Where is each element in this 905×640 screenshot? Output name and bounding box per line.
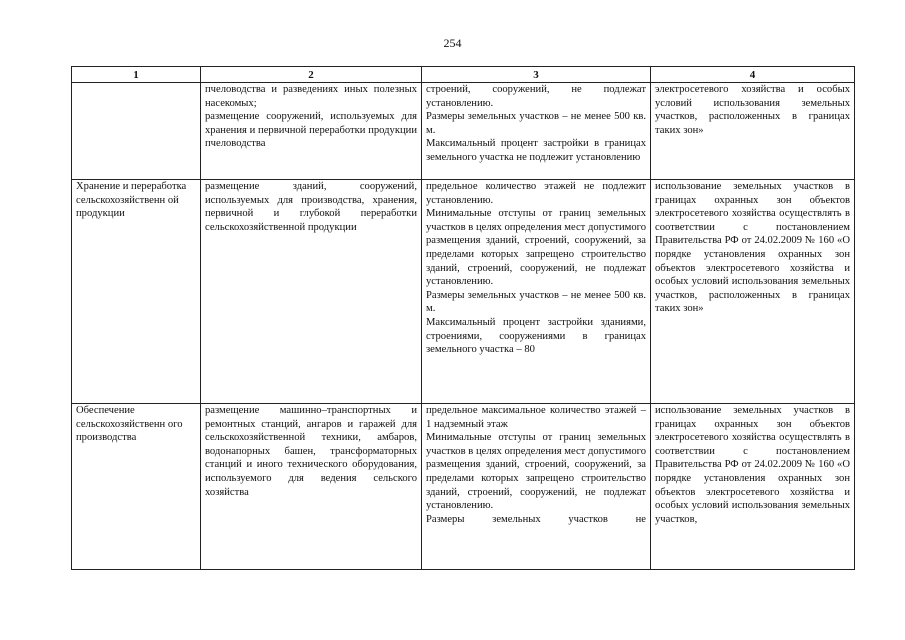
table-row xyxy=(72,180,855,404)
use-paragraph: размещение машинно–транспортных и ремонтных станций, ангаров и гаражей для сельскохозяйственной техники, амбаров, водонапорных башен, трансформаторных станций и иного технического оборудования, используемого для ведения сельского хозяйства xyxy=(205,405,417,498)
parameter-paragraph: Минимальные отступы от границ земельных участков в целях определения мест допустимого размещения зданий, строений, сооружений, за пределами которых запрещено строительство зданий, строений, сооружений, не подлежат установлению. xyxy=(426,432,646,512)
use-type-name: Обеспечение сельскохозяйственн ого производства xyxy=(72,404,201,570)
use-description xyxy=(201,83,422,180)
usage-restrictions xyxy=(651,180,855,404)
restriction-paragraph: использование земельных участков в границах охранных зон объектов электросетевого хозяйства осуществлять в соответствии с постановлением Правительства РФ от 24.02.2009 № 160 «О порядке установления охранных зон объектов электросетевого хозяйства и особых условий использования земельных участков, расположенных в границах таких зон» xyxy=(655,181,850,315)
parameter-paragraph: Максимальный процент застройки в границах земельного участка не подлежит установлению xyxy=(426,138,646,163)
parameter-paragraph: предельное максимальное количество этажей – 1 надземный этаж xyxy=(426,405,646,430)
building-parameters xyxy=(422,180,651,404)
parameter-paragraph: Размеры земельных участков – не менее 500 кв. м. xyxy=(426,289,646,315)
parameter-paragraph: предельное количество этажей не подлежит установлению. xyxy=(426,181,646,206)
parameter-paragraph: Максимальный процент застройки зданиями, строениями, сооружениями в границах земельного участка – 80 xyxy=(426,316,646,356)
use-paragraph: размещение зданий, сооружений, используемых для производства, хранения, первичной и глубокой переработки сельскохозяйственной продукции xyxy=(205,181,417,233)
usage-restrictions xyxy=(651,404,855,570)
page-number: 254 xyxy=(443,36,462,50)
parameter-paragraph: строений, сооружений, не подлежат установлению. xyxy=(426,84,646,109)
column-header-2: 2 xyxy=(201,67,422,83)
restriction-paragraph: использование земельных участков в границах охранных зон объектов электросетевого хозяйства осуществлять в соответствии с постановлением Правительства РФ от 24.02.2009 № 160 «О порядке установления охранных зон объектов электросетевого хозяйства и особых условий использования земельных участков, xyxy=(655,405,850,525)
use-description xyxy=(201,180,422,404)
use-description xyxy=(201,404,422,570)
building-parameters xyxy=(422,404,651,570)
parameter-paragraph: Минимальные отступы от границ земельных участков в целях определения мест допустимого размещения зданий, строений, сооружений, за пределами которых запрещено строительство зданий, строений, сооружений, не подлежат установлению. xyxy=(426,208,646,288)
restriction-paragraph: электросетевого хозяйства и особых условий использования земельных участков, расположенных в границах таких зон» xyxy=(655,84,850,136)
column-header-3: 3 xyxy=(422,67,651,83)
parameter-paragraph: Размеры земельных участков не xyxy=(426,513,646,525)
use-type-name xyxy=(72,83,201,180)
use-type-name: Хранение и переработка сельскохозяйственн ой продукции xyxy=(72,180,201,404)
table-row xyxy=(72,83,855,180)
building-parameters xyxy=(422,83,651,180)
table-header-row xyxy=(72,67,855,83)
parameter-paragraph: Размеры земельных участков – не менее 500 кв. м. xyxy=(426,111,646,136)
column-header-4: 4 xyxy=(651,67,855,83)
table-row xyxy=(72,404,855,570)
use-paragraph: размещение сооружений, используемых для хранения и первичной переработки продукции пчеловодства xyxy=(205,111,417,150)
use-paragraph: пчеловодства и разведениях иных полезных насекомых; xyxy=(205,84,417,109)
land-use-table xyxy=(71,66,855,570)
column-header-1: 1 xyxy=(72,67,201,83)
usage-restrictions xyxy=(651,83,855,180)
